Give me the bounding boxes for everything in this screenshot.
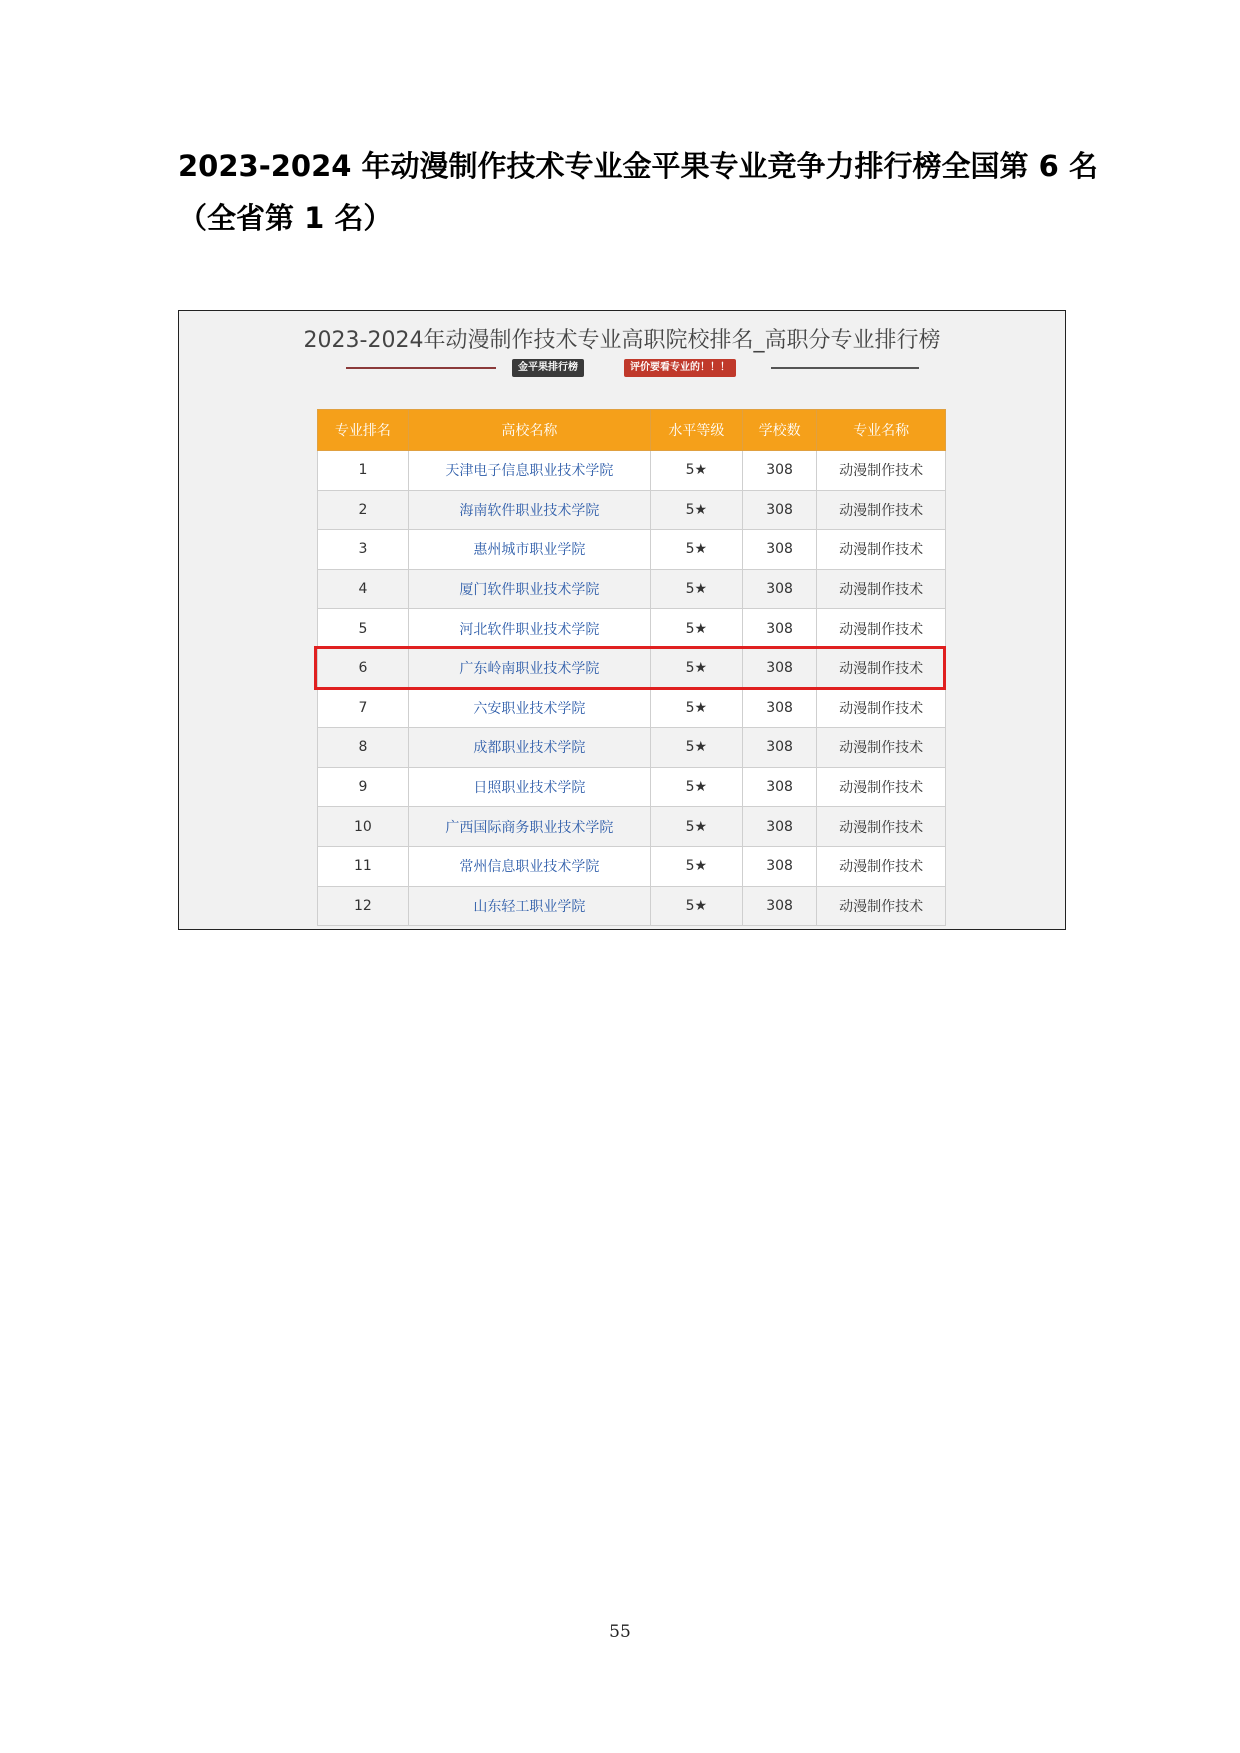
- rank-cell: 5: [318, 609, 409, 649]
- rank-cell: 1: [318, 451, 409, 491]
- rank-cell: 11: [318, 846, 409, 886]
- major-cell: 动漫制作技术: [817, 688, 946, 728]
- level-cell: 5★: [650, 728, 742, 768]
- school-cell[interactable]: 成都职业技术学院: [408, 728, 650, 768]
- school-count-cell: 308: [742, 688, 817, 728]
- major-cell: 动漫制作技术: [817, 569, 946, 609]
- heading-line-1: 2023-2024 年动漫制作技术专业金平果专业竞争力排行榜全国第 6 名: [178, 149, 1098, 183]
- school-count-cell: 308: [742, 648, 817, 688]
- school-count-cell: 308: [742, 846, 817, 886]
- school-count-cell: 308: [742, 886, 817, 926]
- major-cell: 动漫制作技术: [817, 886, 946, 926]
- level-cell: 5★: [650, 648, 742, 688]
- level-cell: 5★: [650, 688, 742, 728]
- ranking-page-title: 2023-2024年动漫制作技术专业高职院校排名_高职分专业排行榜: [303, 328, 941, 353]
- school-cell[interactable]: 日照职业技术学院: [408, 767, 650, 807]
- level-cell: 5★: [650, 609, 742, 649]
- document-heading: [178, 140, 1098, 244]
- school-count-cell: 308: [742, 530, 817, 570]
- major-cell: 动漫制作技术: [817, 609, 946, 649]
- school-cell[interactable]: 惠州城市职业学院: [408, 530, 650, 570]
- school-cell[interactable]: 山东轻工职业学院: [408, 886, 650, 926]
- heading-line-2: （全省第 1 名）: [178, 201, 393, 235]
- table-row: [318, 807, 946, 847]
- school-count-cell: 308: [742, 767, 817, 807]
- table-row: [318, 728, 946, 768]
- school-count-cell: 308: [742, 490, 817, 530]
- school-cell[interactable]: 广西国际商务职业技术学院: [408, 807, 650, 847]
- rank-cell: 7: [318, 688, 409, 728]
- major-cell: 动漫制作技术: [817, 767, 946, 807]
- level-cell: 5★: [650, 451, 742, 491]
- school-cell[interactable]: 六安职业技术学院: [408, 688, 650, 728]
- header-school-count: 学校数: [742, 410, 817, 451]
- rank-cell: 12: [318, 886, 409, 926]
- level-cell: 5★: [650, 530, 742, 570]
- rank-cell: 6: [318, 648, 409, 688]
- major-cell: 动漫制作技术: [817, 728, 946, 768]
- header-level: 水平等级: [650, 410, 742, 451]
- major-cell: 动漫制作技术: [817, 530, 946, 570]
- rank-cell: 9: [318, 767, 409, 807]
- school-cell[interactable]: 广东岭南职业技术学院: [408, 648, 650, 688]
- major-cell: 动漫制作技术: [817, 846, 946, 886]
- title-divider-right: [771, 367, 919, 369]
- rank-cell: 2: [318, 490, 409, 530]
- rank-cell: 10: [318, 807, 409, 847]
- school-cell[interactable]: 厦门软件职业技术学院: [408, 569, 650, 609]
- school-count-cell: 308: [742, 728, 817, 768]
- major-cell: 动漫制作技术: [817, 451, 946, 491]
- table-row: [318, 530, 946, 570]
- table-row: [318, 688, 946, 728]
- table-row: [318, 569, 946, 609]
- table-row: [318, 846, 946, 886]
- school-count-cell: 308: [742, 451, 817, 491]
- note-badge: 评价要看专业的！！！: [624, 359, 736, 377]
- level-cell: 5★: [650, 767, 742, 807]
- header-rank: 专业排名: [318, 410, 409, 451]
- level-cell: 5★: [650, 886, 742, 926]
- table-header-row: [318, 410, 946, 451]
- table-row: [318, 451, 946, 491]
- major-cell: 动漫制作技术: [817, 490, 946, 530]
- header-major: 专业名称: [817, 410, 946, 451]
- school-count-cell: 308: [742, 807, 817, 847]
- ranking-screenshot: [178, 310, 1066, 930]
- level-cell: 5★: [650, 569, 742, 609]
- title-divider-left: [346, 367, 496, 369]
- rank-cell: 4: [318, 569, 409, 609]
- brand-badge: 金平果排行榜: [512, 359, 584, 377]
- school-cell[interactable]: 海南软件职业技术学院: [408, 490, 650, 530]
- table-row: [318, 767, 946, 807]
- rank-cell: 8: [318, 728, 409, 768]
- major-cell: 动漫制作技术: [817, 648, 946, 688]
- school-cell[interactable]: 河北软件职业技术学院: [408, 609, 650, 649]
- level-cell: 5★: [650, 846, 742, 886]
- highlight-box: [314, 646, 946, 690]
- header-school: 高校名称: [408, 410, 650, 451]
- school-cell[interactable]: 天津电子信息职业技术学院: [408, 451, 650, 491]
- school-cell[interactable]: 常州信息职业技术学院: [408, 846, 650, 886]
- table-row: [318, 886, 946, 926]
- level-cell: 5★: [650, 490, 742, 530]
- level-cell: 5★: [650, 807, 742, 847]
- table-row: [318, 490, 946, 530]
- school-count-cell: 308: [742, 569, 817, 609]
- table-row: [318, 609, 946, 649]
- rank-cell: 3: [318, 530, 409, 570]
- school-count-cell: 308: [742, 609, 817, 649]
- page-number: 55: [609, 1622, 631, 1642]
- major-cell: 动漫制作技术: [817, 807, 946, 847]
